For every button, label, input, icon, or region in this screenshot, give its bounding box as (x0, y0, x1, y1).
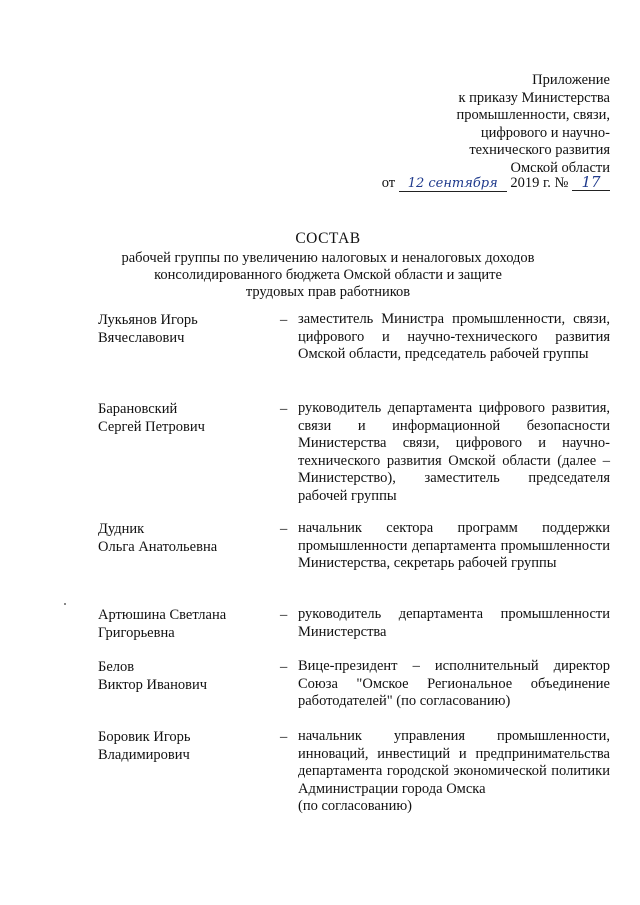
member-role-text: начальник управления промышленности, инноваций, инвестиций и предпринимательства департамента городской экономической политики Администрации города Омска (298, 728, 610, 797)
member-name (98, 728, 258, 764)
member-role-note: (по согласованию) (298, 798, 412, 815)
appendix-line: технического развития (469, 142, 610, 159)
title-subtitle-line: трудовых прав работников (245, 284, 411, 300)
member-given-names: Владимирович (98, 747, 190, 763)
date-prefix: от (381, 175, 396, 191)
title-subtitle-line: консолидированного бюджета Омской области и защите (154, 267, 502, 283)
margin-mark (64, 603, 66, 605)
member-dash: – (280, 729, 288, 745)
member-role: руководитель департамента цифрового развития, связи и информационной безопасности Министерства связи, цифрового и научно-технического развития Омской области (далее – Министерство), заместитель председателя рабочей группы (298, 400, 610, 504)
member-surname: Боровик Игорь (98, 729, 191, 745)
member-name (98, 520, 258, 556)
member-surname: Артюшина Светлана (98, 607, 227, 623)
member-role: заместитель Министра промышленности, связи, цифрового и научно-технического развития Омской области, председатель рабочей группы (298, 311, 610, 363)
member-surname: Белов (98, 659, 135, 675)
member-given-names: Сергей Петрович (98, 419, 205, 435)
appendix-line: к приказу Министерства (458, 89, 610, 106)
member-given-names: Ольга Анатольевна (98, 539, 218, 555)
handwritten-order-number: 17 (572, 175, 610, 191)
appendix-line: Приложение (532, 72, 610, 88)
member-dash: – (280, 659, 288, 675)
member-name (98, 311, 258, 347)
order-date-line (382, 174, 610, 192)
appendix-line: Омской области (510, 159, 610, 176)
member-name (98, 658, 258, 694)
member-role: Вице-президент – исполнительный директор Союза "Омское Региональное объединение работодателей" (по согласованию) (298, 658, 610, 710)
member-role: руководитель департамента промышленности Министерства (298, 606, 610, 640)
appendix-line: промышленности, связи, (456, 107, 610, 124)
member-dash: – (280, 401, 288, 417)
handwritten-date: 12 сентября (399, 176, 507, 192)
title-heading: СОСТАВ (295, 230, 361, 247)
appendix-header (456, 72, 610, 178)
member-name (98, 606, 258, 642)
member-dash: – (280, 521, 288, 537)
member-surname: Барановский (98, 401, 178, 417)
title-subtitle-line: рабочей группы по увеличению налоговых и неналоговых доходов (121, 250, 535, 266)
member-role: начальник сектора программ поддержки промышленности департамента промышленности Министерства, секретарь рабочей группы (298, 520, 610, 572)
member-dash: – (280, 312, 288, 328)
member-surname: Лукьянов Игорь (98, 312, 198, 328)
document-title (108, 230, 548, 301)
member-name (98, 400, 258, 436)
appendix-line: цифрового и научно- (480, 124, 610, 141)
member-dash: – (280, 607, 288, 623)
member-surname: Дудник (98, 521, 145, 537)
member-role (298, 728, 610, 816)
member-given-names: Вячеславович (98, 330, 185, 346)
member-given-names: Григорьевна (98, 625, 175, 641)
member-given-names: Виктор Иванович (98, 677, 208, 693)
year-number-label: 2019 г. № (510, 175, 569, 191)
